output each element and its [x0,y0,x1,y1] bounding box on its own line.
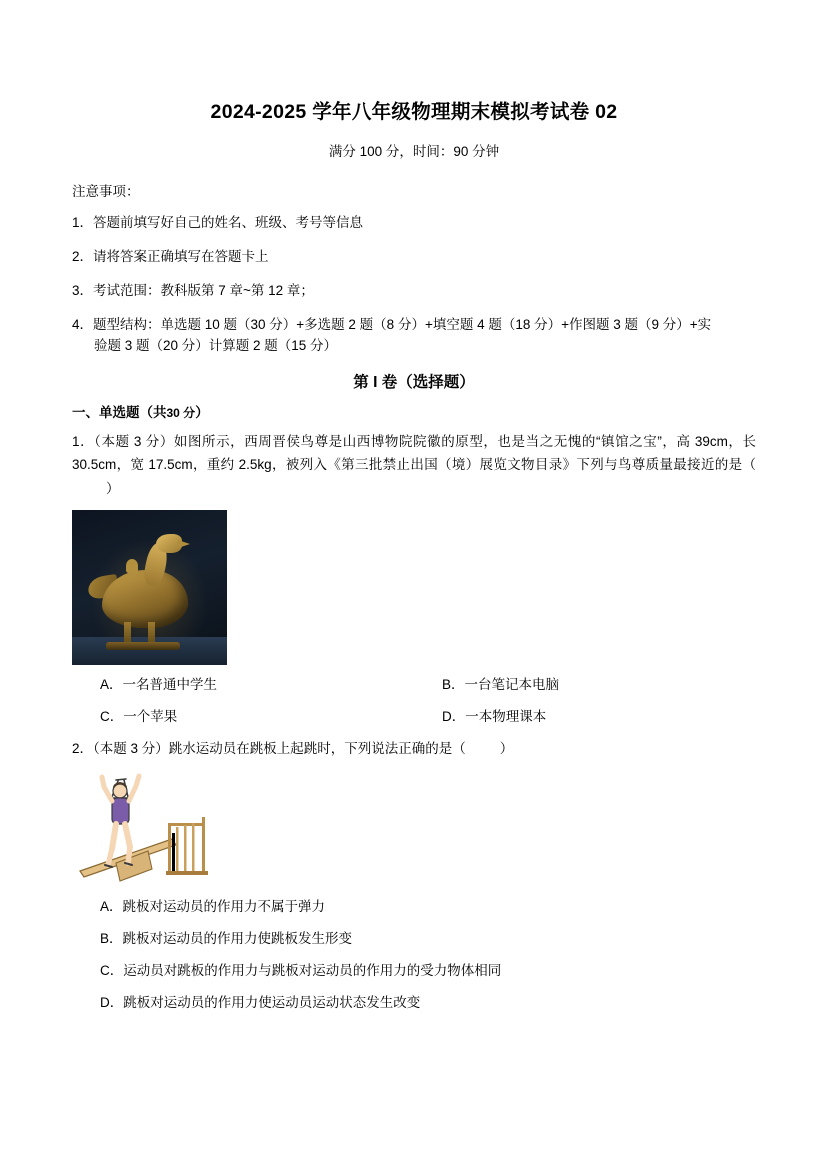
question-1-stem-text: 1．（本题 3 分）如图所示，西周晋侯鸟尊是山西博物院院徽的原型，也是当之无愧的“镇馆之宝”，高 39cm，长 30.5cm，宽 17.5cm，重约 2.5kg，被列入《第三批禁止出国（境）展览文物目录》下列与鸟尊质量最接近的是（ [72,433,756,473]
statue-crest [126,559,138,573]
question-group-heading-tail: ） [195,404,209,420]
question-1-options [72,673,756,737]
diver-on-springboard-illustration [72,771,222,891]
question-1-option-a: A．一名普通中学生 [100,677,218,693]
bronze-bird-statue-photo [72,510,227,665]
question-1-option-d: D．一本物理课本 [442,709,547,725]
question-2-option-d: D．跳板对运动员的作用力使运动员运动状态发生改变 [100,995,421,1011]
question-2-option-c: C．运动员对跳板的作用力与跳板对运动员的作用力的受力物体相同 [100,963,502,979]
page-title: 2024-2025 学年八年级物理期末模拟考试卷 02 [210,101,618,123]
question-2-stem-text: 2．（本题 3 分）跳水运动员在跳板上起跳时，下列说法正确的是（ [72,741,466,757]
question-2-option-b: B．跳板对运动员的作用力使跳板发生形变 [100,931,353,947]
question-2-option-a: A．跳板对运动员的作用力不属于弹力 [100,899,326,915]
statue-base [106,642,180,650]
notice-item-3: 3．考试范围：教科版第 7 章~第 12 章； [72,282,314,298]
question-1-option-c: C．一个苹果 [100,709,178,725]
question-2-stem [72,737,756,761]
paper-section-heading: 第 I 卷（选择题） [353,373,475,391]
exam-score-time-line: 满分 100 分，时间：90 分钟 [328,144,500,159]
question-group-heading-main: 一、单选题（共 [72,404,167,420]
question-2-figure [72,771,756,891]
notice-heading: 注意事项： [72,184,140,199]
question-group-heading-score: 30 分 [166,405,196,420]
page-content [72,96,756,1023]
notice-item-1: 1．答题前填写好自己的姓名、班级、考号等信息 [72,215,364,230]
question-1-stem [72,430,756,501]
question-1-figure [72,510,756,665]
question-2-options [72,895,756,1023]
notice-item-4-line1: 4．题型结构：单选题 10 题（30 分）+多选题 2 题（8 分）+填空题 4 题（18 分）+作图题 3 题（9 分）+实 [72,316,712,332]
statue-beak [178,540,190,548]
question-group-heading [72,401,756,421]
notice-item-4 [72,315,756,357]
notice-item-2: 2．请将答案正确填写在答题卡上 [72,248,269,264]
question-2-stem-tail: ） [499,741,514,757]
question-1-option-b: B．一台笔记本电脑 [442,677,560,693]
notice-item-4-line2: 验题 3 题（20 分）计算题 2 题（15 分） [94,337,338,353]
question-1-stem-tail: ） [106,480,120,496]
